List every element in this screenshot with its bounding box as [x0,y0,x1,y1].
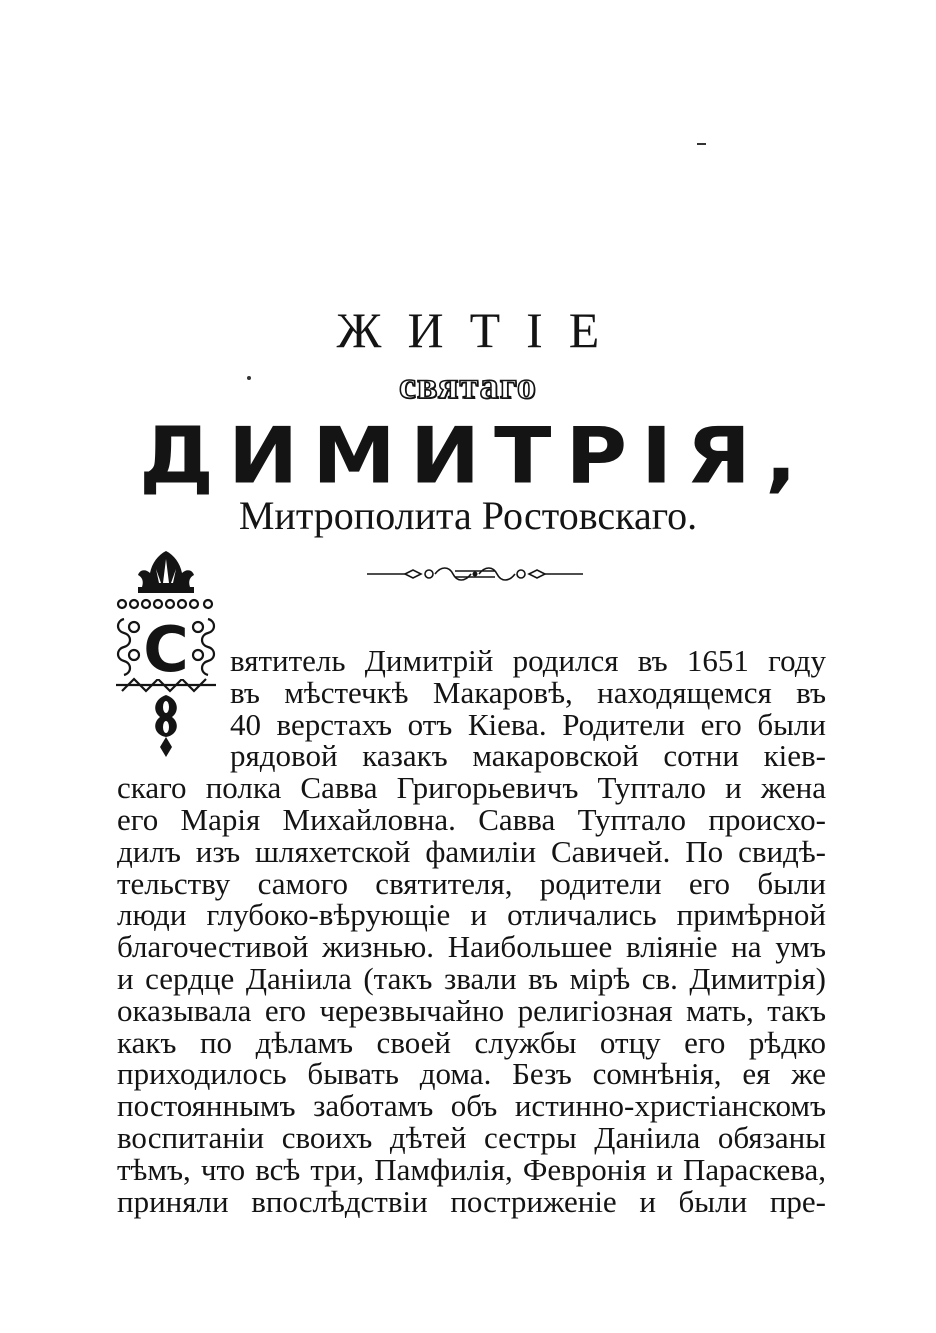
body-line: въ мѣстечкѣ Макаровѣ, находящемся въ [230,674,826,710]
title-line-metropolitan: Митрополита Ростовскаго. [238,493,698,538]
body-line: рядовой казакъ макаровской сотни кіев- [230,738,826,774]
body-line: его Марія Михайловна. Савва Туптало происхо- [117,802,826,837]
body-line: 40 верстахъ отъ Кіева. Родители его были [230,706,826,742]
body-line: тельству самого святителя, родители его были [117,865,826,901]
body-line: тѣмъ, что всѣ три, Памфилія, Февронія и Параскева, [117,1151,826,1187]
body-line: постояннымъ заботамъ объ истинно-христіанскомъ [117,1088,826,1124]
title-line-zhitie: ЖИТІЕ [336,302,626,358]
body-line: приходилось бывать дома. Безъ сомнѣнія, ея же [117,1056,826,1092]
body-line: вятитель Димитрій родился въ 1651 году [230,643,826,678]
body-line: приняли впослѣдствіи постриженіе и были пре- [117,1183,826,1219]
body-line: люди глубоко-вѣрующіе и отличались примѣрной [117,897,826,933]
body-line: скаго полка Савва Григорьевичъ Туптало и жена [117,770,826,806]
body-line: дилъ изъ шляхетской фамиліи Савичей. По свидѣ- [117,833,826,869]
initial-letter: С [143,613,189,686]
body-line: и сердце Даніила (такъ звали въ мірѣ св. Димитрія) [117,961,826,996]
divider-ornament-icon [367,563,583,585]
title-line-svyatago: святаго [399,365,537,407]
body-line: благочестивой жизнью. Наибольшее вліяніе на умъ [117,929,826,965]
body-line: оказывала его черезвычайно религіозная мать, такъ [117,992,826,1028]
body-line: воспитаніи своихъ дѣтей сестры Даніила обязаны [117,1120,826,1155]
print-speck [697,143,706,145]
body-line: какъ по дѣламъ своей службы отцу его рѣдко [117,1024,826,1060]
decorative-initial [112,547,220,759]
title-line-dimitriya: ДИМИТРІЯ, [139,410,811,502]
